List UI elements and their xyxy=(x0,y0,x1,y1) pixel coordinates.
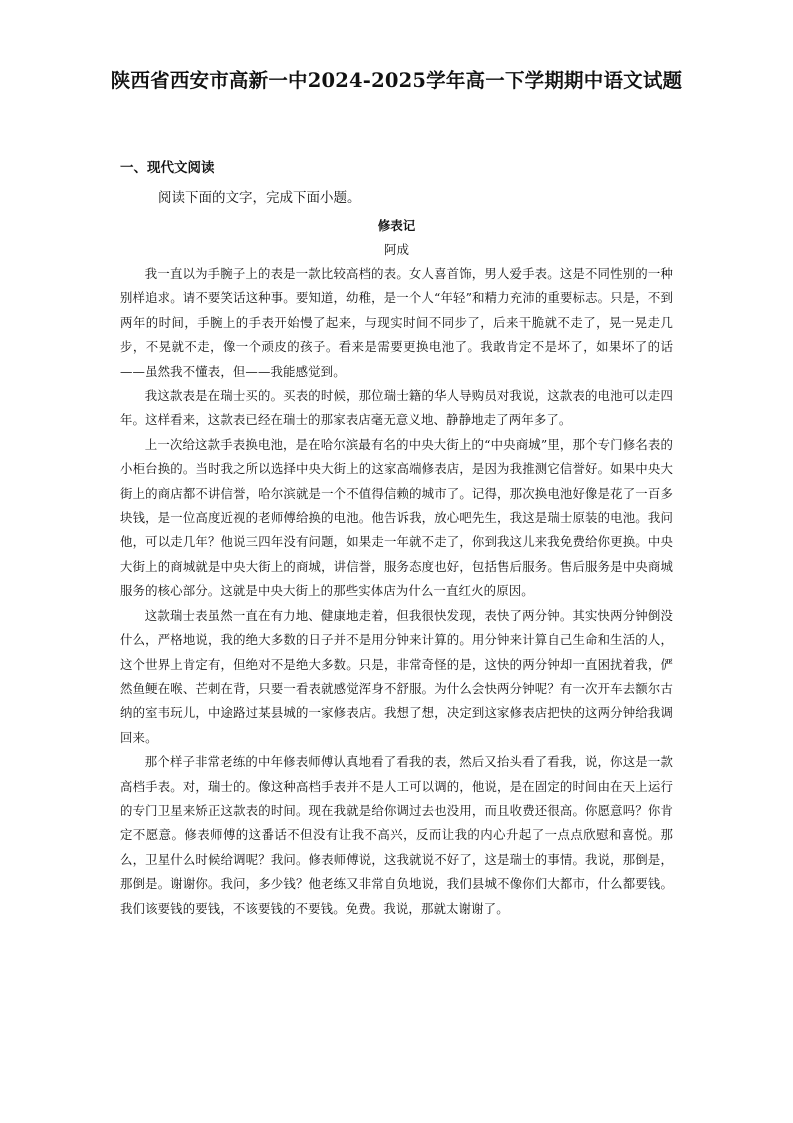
section-heading: 一、现代文阅读 xyxy=(120,160,215,176)
article-title: 修表记 xyxy=(377,218,416,233)
document-title: 陕西省西安市高新一中2024-2025学年高一下学期期中语文试题 xyxy=(110,69,683,92)
article-body xyxy=(120,262,673,921)
article-paragraph: 上一次给这款手表换电池，是在哈尔滨最有名的中央大街上的“中央商城”里，那个专门修名表的小柜台换的。当时我之所以选择中央大街上的这家高端修表店，是因为我推测它信誉好。如果中央大街上的商店都不讲信誉，哈尔滨就是一个不值得信赖的城市了。记得，那次换电池好像是花了一百多块钱，是一位高度近视的老师傅给换的电池。他告诉我，放心吧先生，我这是瑞士原装的电池。我问他，可以走几年？他说三四年没有问题，如果走一年就不走了，你到我这儿来我免费给你更换。中央大街上的商城就是中央大街上的商城，讲信誉，服务态度也好，包括售后服务。售后服务是中央商城服务的核心部分。这就是中央大街上的那些实体店为什么一直红火的原因。 xyxy=(120,436,673,599)
article-author: 阿成 xyxy=(383,242,409,257)
article-paragraph: 这款瑞士表虽然一直在有力地、健康地走着，但我很快发现，表快了两分钟。其实快两分钟倒没什么，严格地说，我的绝大多数的日子并不是用分钟来计算的。用分钟来计算自己生命和生活的人，这个世界上肯定有，但绝对不是绝大多数。只是，非常奇怪的是，这快的两分钟却一直困扰着我，俨然鱼鲠在喉、芒刺在背，只要一看表就感觉浑身不舒服。为什么会快两分钟呢？有一次开车去额尔古纳的室韦玩儿，中途路过某县城的一家修表店。我想了想，决定到这家修表店把快的这两分钟给我调回来。 xyxy=(120,607,673,745)
article-paragraph: 我这款表是在瑞士买的。买表的时候，那位瑞士籍的华人导购员对我说，这款表的电池可以走四年。这样看来，这款表已经在瑞士的那家表店毫无意义地、静静地走了两年多了。 xyxy=(120,388,673,428)
article-paragraph: 我一直以为手腕子上的表是一款比较高档的表。女人喜首饰，男人爱手表。这是不同性别的一种别样追求。请不要笑话这种事。要知道，幼稚，是一个人“年轻”和精力充沛的重要标志。只是，不到两年的时间，手腕上的手表开始慢了起来，与现实时间不同步了，后来干脆就不走了，晃一晃走几步，不晃就不走，像一个顽皮的孩子。看来是需要更换电池了。我敢肯定不是坏了，如果坏了的话——虽然我不懂表，但——我能感觉到。 xyxy=(120,266,673,379)
article-paragraph: 那个样子非常老练的中年修表师傅认真地看了看我的表，然后又抬头看了看我，说，你这是一款高档手表。对，瑞士的。像这种高档手表并不是人工可以调的，他说，是在固定的时间由在天上运行的专门卫星来矫正这款表的时间。现在我就是给你调过去也没用，而且收费还很高。你愿意吗？你肯定不愿意。修表师傅的这番话不但没有让我不高兴，反而让我的内心升起了一点点欣慰和喜悦。那么，卫星什么时候给调呢？我问。修表师傅说，这我就说不好了，这是瑞士的事情。我说，那倒是，那倒是。谢谢你。我问，多少钱？他老练又非常自负地说，我们县城不像你们大都市，什么都要钱。我们该要钱的要钱，不该要钱的不要钱。免费。我说，那就太谢谢了。 xyxy=(120,754,673,916)
reading-instruction: 阅读下面的文字，完成下面小题。 xyxy=(158,190,361,206)
